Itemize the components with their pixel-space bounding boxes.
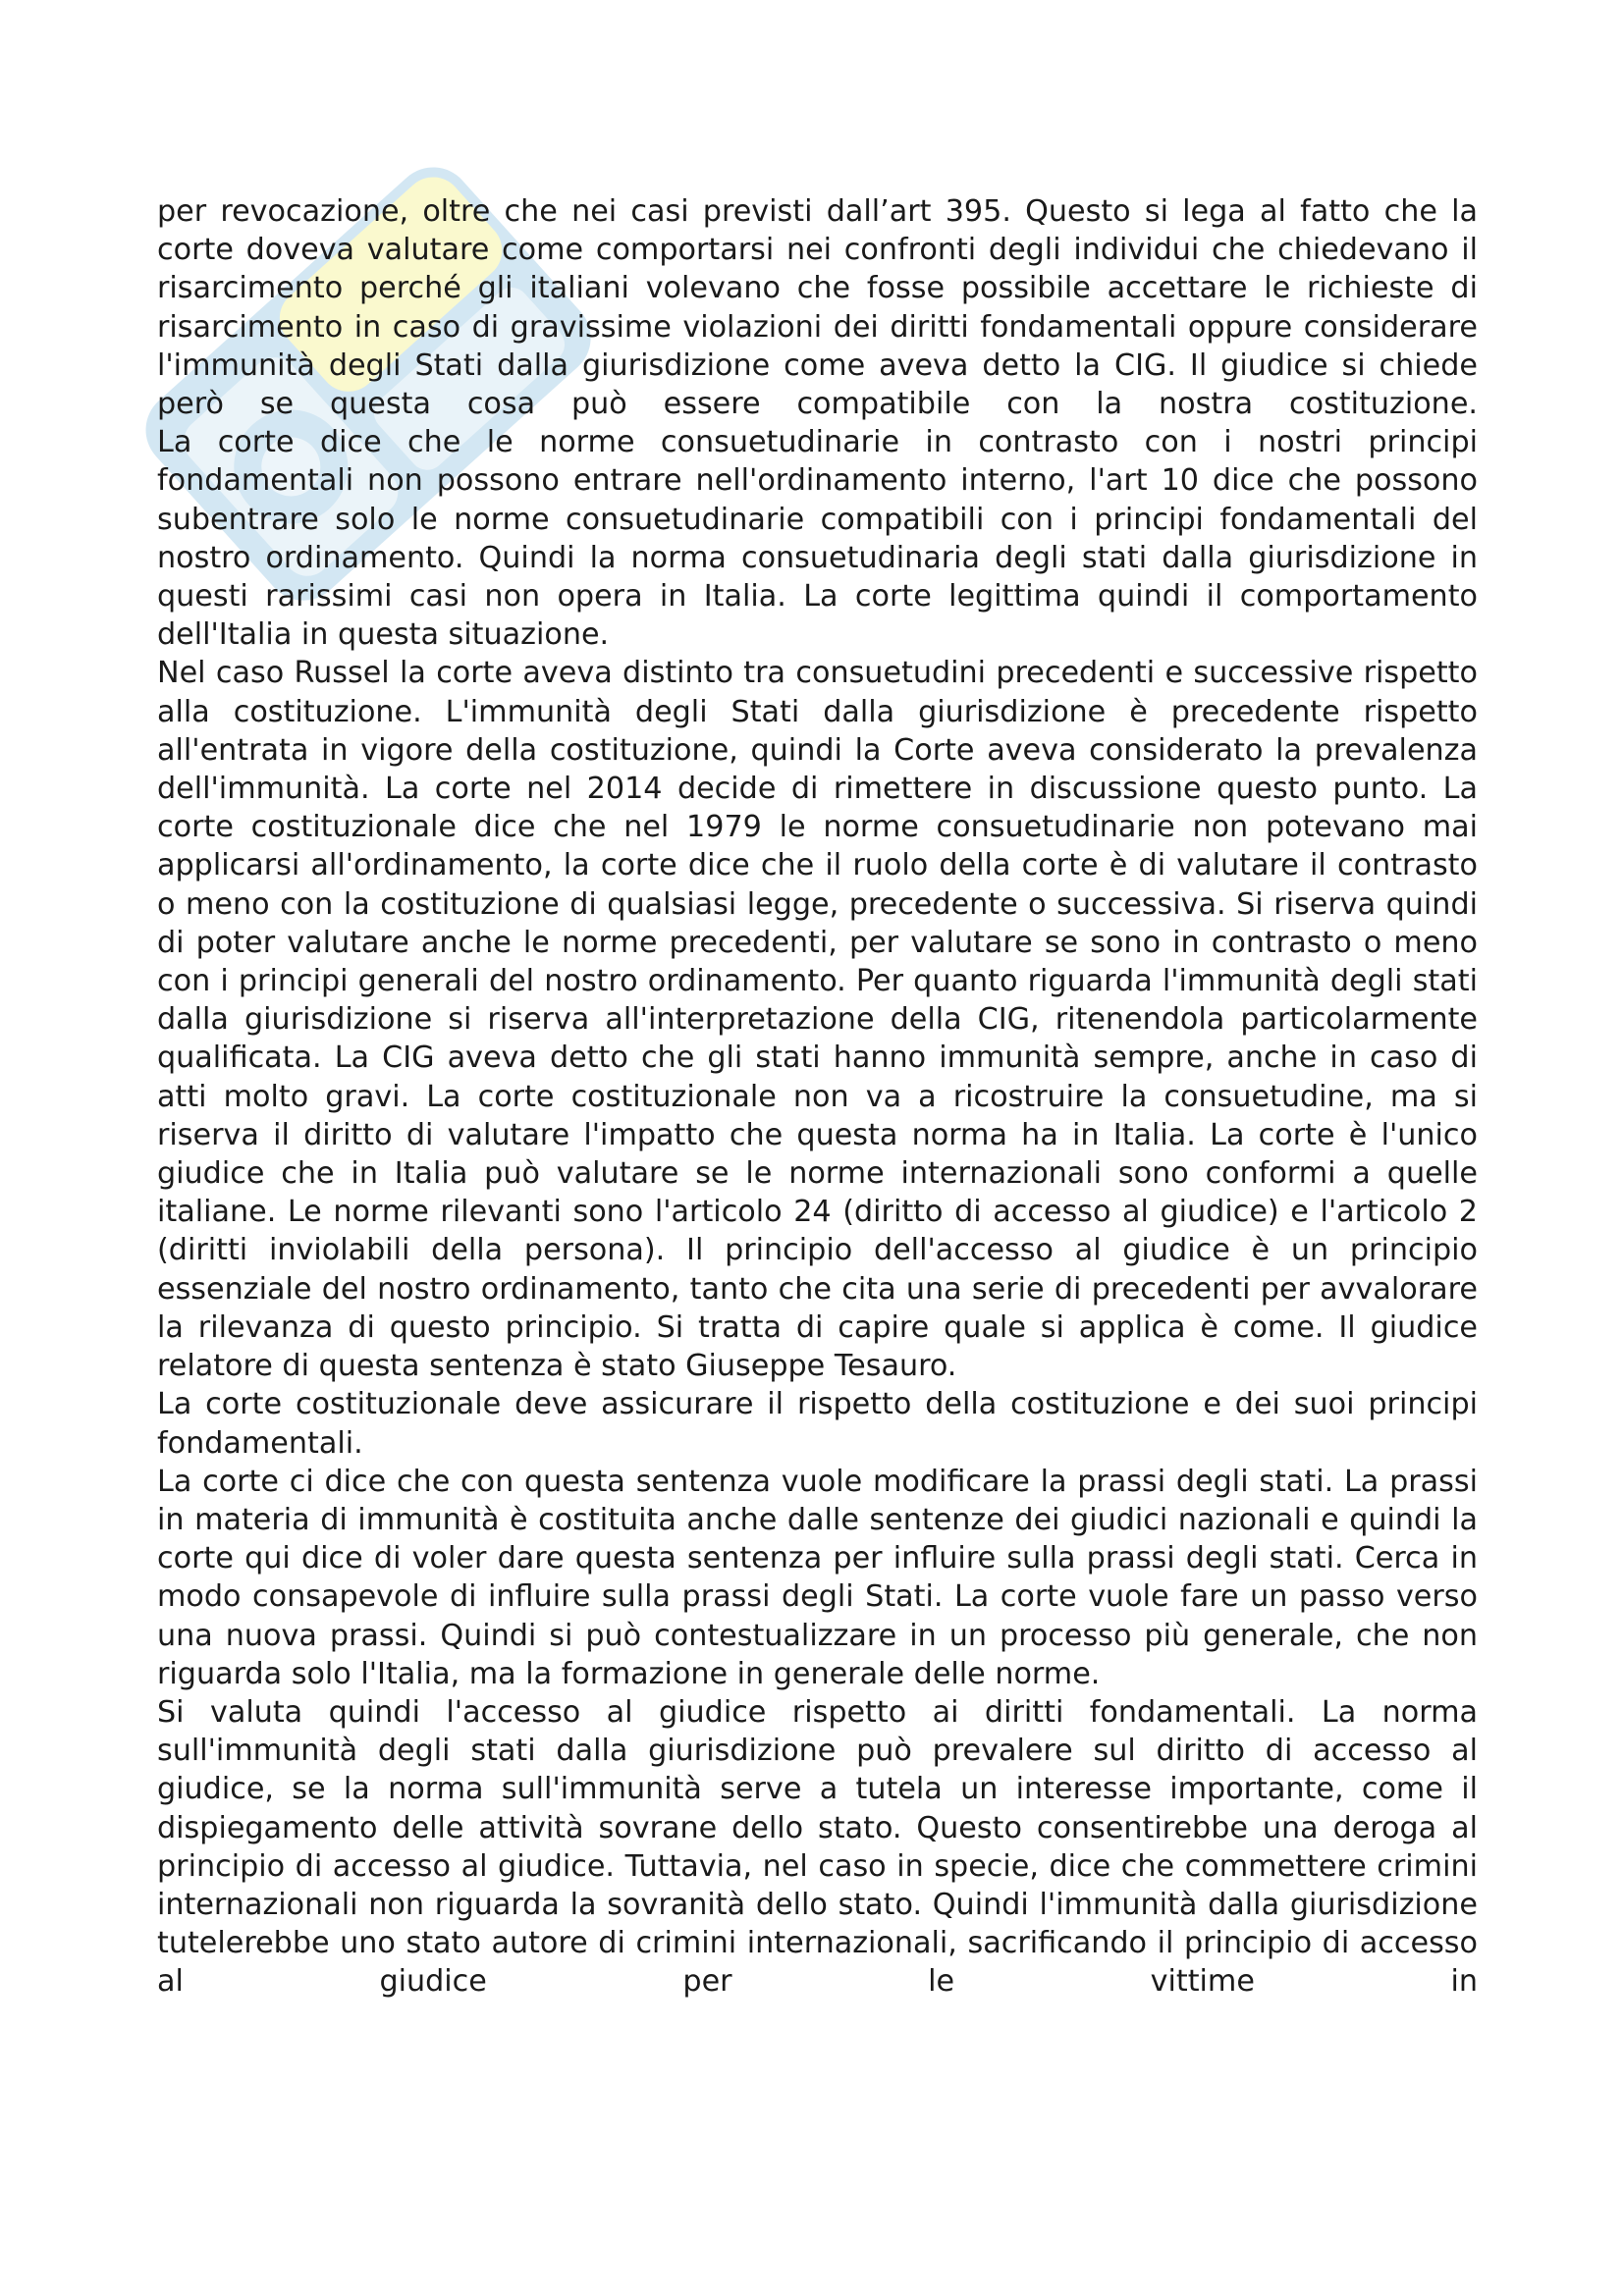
document-body xyxy=(157,192,1478,2002)
paragraph: La corte ci dice che con questa sentenza vuole modificare la prassi degli stati. La prassi in materia di immunità è costituita anche dalle sentenze dei giudici nazionali e quindi la corte qui dice di voler dare questa sentenza per influire sulla prassi degli stati. Cerca in modo consapevole di influire sulla prassi degli Stati. La corte vuole fare un passo verso una nuova prassi. Quindi si può contestualizzare in un processo più generale, che non riguarda solo l'Italia, ma la formazione in generale delle norme. xyxy=(157,1464,1478,1691)
paragraph: La corte dice che le norme consuetudinarie in contrasto con i nostri principi fondamentali non possono entrare nell'ordinamento interno, l'art 10 dice che possono subentrare solo le norme consuetudinarie compatibili con i principi fondamentali del nostro ordinamento. Quindi la norma consuetudinaria degli stati dalla giurisdizione in questi rarissimi casi non opera in Italia. La corte legittima quindi il comportamento dell'Italia in questa situazione. xyxy=(157,425,1478,653)
paragraph: Si valuta quindi l'accesso al giudice rispetto ai diritti fondamentali. La norma sull'immunità degli stati dalla giurisdizione può prevalere sul diritto di accesso al giudice, se la norma sull'immunità serve a tutela un interesse importante, come il dispiegamento delle attività sovrane dello stato. Questo consentirebbe una deroga al principio di accesso al giudice. Tuttavia, nel caso in specie, dice che commettere crimini internazionali non riguarda la sovranità dello stato. Quindi l'immunità dalla giurisdizione tutelerebbe uno stato autore di crimini internazionali, sacrificando il principio di accesso al giudice per le vittime in xyxy=(157,1694,1478,2000)
paragraph: per revocazione, oltre che nei casi previsti dall’art 395. Questo si lega al fatto che la corte doveva valutare come comportarsi nei confronti degli individui che chiedevano il risarcimento perché gli italiani volevano che fosse possibile accettare le richieste di risarcimento in caso di gravissime violazioni dei diritti fondamentali oppure considerare l'immunità degli Stati dalla giurisdizione come aveva detto la CIG. Il giudice si chiede però se questa cosa può essere compatibile con la nostra costituzione. xyxy=(157,194,1478,422)
paragraph: Nel caso Russel la corte aveva distinto tra consuetudini precedenti e successive rispetto alla costituzione. L'immunità degli Stati dalla giurisdizione è precedente rispetto all'entrata in vigore della costituzione, quindi la Corte aveva considerato la prevalenza dell'immunità. La corte nel 2014 decide di rimettere in discussione questo punto. La corte costituzionale dice che nel 1979 le norme consuetudinarie non potevano mai applicarsi all'ordinamento, la corte dice che il ruolo della corte è di valutare il contrasto o meno con la costituzione di qualsiasi legge, precedente o successiva. Si riserva quindi di poter valutare anche le norme precedenti, per valutare se sono in contrasto o meno con i principi generali del nostro ordinamento. Per quanto riguarda l'immunità degli stati dalla giurisdizione si riserva all'interpretazione della CIG, ritenendola particolarmente qualificata. La CIG aveva detto che gli stati hanno immunità sempre, anche in caso di atti molto gravi. La corte costituzionale non va a ricostruire la consuetudine, ma si riserva il diritto di valutare l'impatto che questa norma ha in Italia. La corte è l'unico giudice che in Italia può valutare se le norme internazionali sono conformi a quelle italiane. Le norme rilevanti sono l'articolo 24 (diritto di accesso al giudice) e l'articolo 2 (diritti inviolabili della persona). Il principio dell'accesso al giudice è un principio essenziale del nostro ordinamento, tanto che cita una serie di precedenti per avvalorare la rilevanza di questo principio. Si tratta di capire quale si applica è come. Il giudice relatore di questa sentenza è stato Giuseppe Tesauro. xyxy=(157,656,1478,1384)
paragraph: La corte costituzionale deve assicurare il rispetto della costituzione e dei suoi principi fondamentali. xyxy=(157,1387,1478,1461)
